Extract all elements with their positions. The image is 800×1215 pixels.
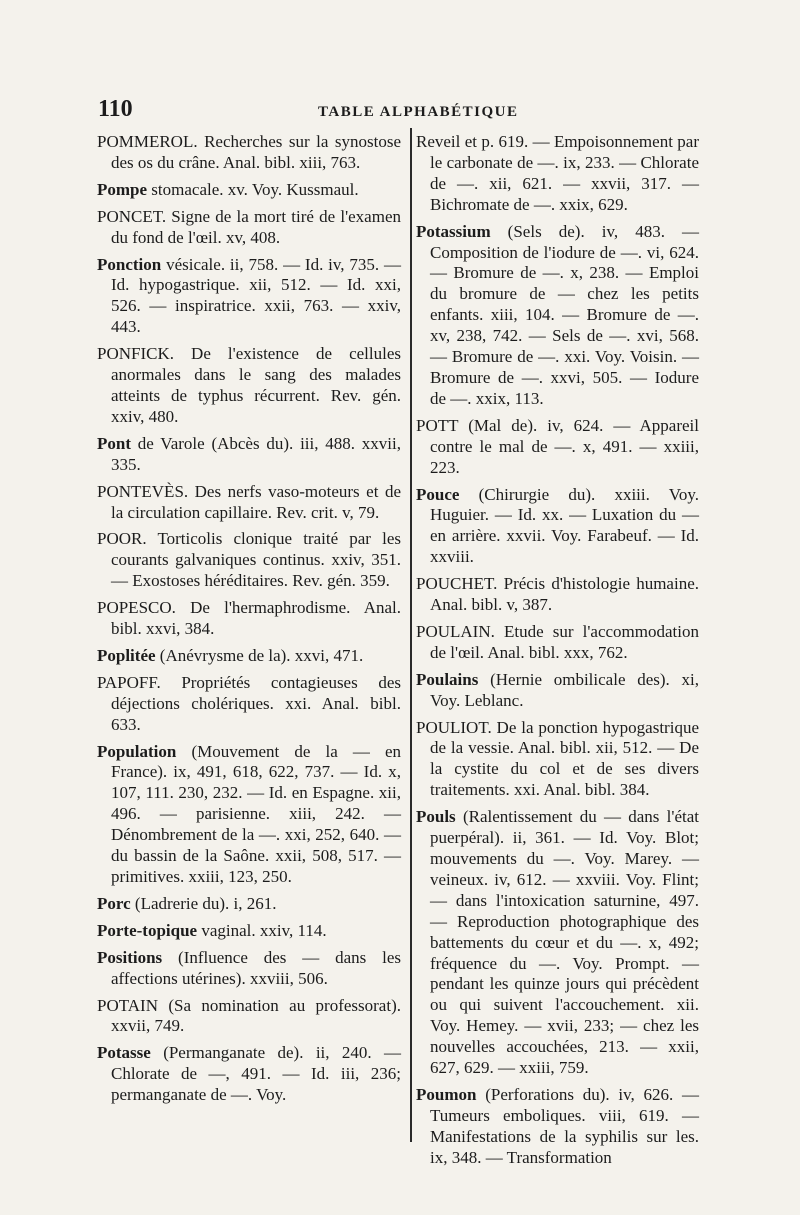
- entry-heading: Poumon: [416, 1084, 477, 1104]
- index-entry: [97, 132, 401, 174]
- entry-text: De la ponction hypogastrique de la vessie. Anal. bibl. xii, 512. — De la cystite du col et de ses divers traitements. xxi. Anal. bibl. 384.: [430, 717, 699, 800]
- entry-text: Torticolis clonique traité par les courants galvaniques continus. xxiv, 351. — Exostoses héréditaires. Rev. gén. 359.: [111, 529, 401, 591]
- entry-text: (Mal de). iv, 624. — Appareil contre le mal de —. x, 491. — xxiii, 223.: [430, 415, 699, 477]
- entry-text: De l'hermaphrodisme. Anal. bibl. xxvi, 384.: [111, 598, 401, 639]
- entry-heading: PONCET.: [97, 206, 167, 226]
- index-entry: [416, 670, 699, 712]
- entry-heading: Potassium: [416, 221, 491, 241]
- entry-text: Reveil et p. 619. — Empoisonnement par le carbonate de —. ix, 233. — Chlorate de —. xii, 621. — xxvii, 317. — Bichromate de —. xxix, 629.: [416, 132, 699, 214]
- entry-heading: Ponction: [97, 254, 162, 274]
- index-entry: [416, 416, 699, 479]
- index-entry: [416, 622, 699, 664]
- right-column: [416, 132, 699, 1175]
- entry-text: (Sa nomination au professorat). xxvii, 749.: [111, 995, 401, 1036]
- index-entry: [97, 996, 401, 1038]
- index-entry: [97, 434, 401, 476]
- entry-heading: Potasse: [97, 1043, 151, 1063]
- index-entry: [416, 1085, 699, 1169]
- entry-text: Etude sur l'accommodation de l'œil. Anal. bibl. xxx, 762.: [430, 621, 699, 662]
- index-entry: [416, 485, 699, 569]
- index-entry: [97, 673, 401, 736]
- index-entry: [416, 574, 699, 616]
- entry-heading: Pouls: [416, 807, 456, 827]
- entry-text: (Mouvement de la — en France). ix, 491, 618, 622, 737. — Id. x, 107, 111. 230, 232. — Id. en Espagne. xii, 496. — parisienne. xiii, 242. — Dénombrement de la —. xxi, 252, 640. — du bassin de la Saône. xxii, 508, 517. — primitives. xxiii, 123, 250.: [111, 741, 401, 886]
- entry-heading: PAPOFF.: [97, 672, 161, 692]
- index-entry: [416, 807, 699, 1079]
- entry-heading: Pont: [97, 433, 131, 453]
- index-entry: [97, 482, 401, 524]
- index-entry: [97, 344, 401, 428]
- entry-text: (Perforations du). iv, 626. — Tumeurs emboliques. viii, 619. — Manifestations de la syphilis sur les. ix, 348. — Transformation: [430, 1084, 699, 1167]
- left-column: [97, 132, 401, 1112]
- entry-heading: POMMEROL.: [97, 132, 198, 151]
- index-entry: [97, 1043, 401, 1106]
- index-entry: [97, 948, 401, 990]
- entry-heading: POULAIN.: [416, 621, 495, 641]
- entry-text: Précis d'histologie humaine. Anal. bibl. v, 387.: [430, 574, 699, 615]
- entry-text: vaginal. xxiv, 114.: [197, 920, 327, 940]
- entry-text: (Ladrerie du). i, 261.: [130, 893, 277, 913]
- index-entry: [97, 921, 401, 942]
- entry-text: (Sels de). iv, 483. — Composition de l'iodure de —. vi, 624. — Bromure de —. x, 238. — Emploi du bromure de — chez les petits enfants. xiii, 104. — Bromure de —. xv, 238, 742. — Sels de —. xvi, 568. — Bromure de —. xxi. Voy. Voisin. — Bromure de —. xxvi, 505. — Iodure de —. xxix, 113.: [430, 221, 699, 408]
- entry-heading: POULIOT.: [416, 717, 492, 737]
- entry-heading: POTT: [416, 415, 459, 435]
- entry-heading: POPESCO.: [97, 598, 176, 618]
- index-entry: [97, 598, 401, 640]
- entry-text: Des nerfs vaso-moteurs et de la circulation capillaire. Rev. crit. v, 79.: [111, 481, 401, 522]
- entry-heading: Poplitée: [97, 645, 156, 665]
- index-entry: [97, 180, 401, 201]
- index-entry: [416, 132, 699, 216]
- entry-text: Propriétés contagieuses des déjections cholériques. xxi. Anal. bibl. 633.: [111, 672, 401, 734]
- entry-heading: POOR.: [97, 529, 147, 549]
- entry-text: (Hernie ombilicale des). xi, Voy. Leblanc.: [430, 669, 699, 710]
- index-entry: [97, 207, 401, 249]
- index-entry: [97, 529, 401, 592]
- index-entry: [97, 894, 401, 915]
- column-divider: [410, 128, 412, 1142]
- page-header: [98, 96, 698, 130]
- entry-text: stomacale. xv. Voy. Kussmaul.: [147, 179, 359, 199]
- entry-heading: PONTEVÈS.: [97, 481, 189, 501]
- running-head: TABLE ALPHABÉTIQUE: [318, 104, 519, 120]
- index-entry: [97, 646, 401, 667]
- entry-heading: Porc: [97, 893, 131, 913]
- entry-heading: POUCHET.: [416, 574, 498, 594]
- entry-heading: Population: [97, 741, 177, 761]
- entry-heading: Porte-topique: [97, 920, 198, 940]
- entry-text: Signe de la mort tiré de l'examen du fond de l'œil. xv, 408.: [111, 206, 401, 247]
- entry-text: vésicale. ii, 758. — Id. iv, 735. — Id. hypogastrique. xii, 512. — Id. xxi, 526. — inspiratrice. xxii, 763. — xxiv, 443.: [111, 254, 401, 337]
- entry-heading: Positions: [97, 947, 163, 967]
- entry-heading: PONFICK.: [97, 344, 174, 364]
- page-number: 110: [98, 96, 133, 122]
- index-entry: [97, 255, 401, 339]
- entry-text: de Varole (Abcès du). iii, 488. xxvii, 335.: [111, 433, 401, 474]
- entry-text: (Ralentissement du — dans l'état puerpéral). ii, 361. — Id. Voy. Blot; mouvements du —. Voy. Marey. — veineux. iv, 612. — xxviii. Voy. Flint; — dans l'intoxication saturnine, 497. — Reproduction photographique des battements du cœur et du —. x, 492; fréquence du —. Voy. Prompt. — pendant les quinze jours qui précèdent ou qui suivent l'accouchement. xii. Voy. Hemey. — xvii, 233; — chez les nouvelles accouchées, 213. — xxii, 627, 629. — xxiii, 759.: [430, 807, 699, 1078]
- entry-heading: Poulains: [416, 669, 479, 689]
- entry-heading: POTAIN: [97, 995, 158, 1015]
- index-entry: [97, 742, 401, 888]
- entry-text: De l'existence de cellules anormales dans le sang des malades atteints de typhus récurrent. Rev. gén. xxiv, 480.: [111, 344, 401, 426]
- entry-text: (Anévrysme de la). xxvi, 471.: [155, 645, 364, 665]
- index-entry: [416, 718, 699, 802]
- entry-text: (Chirurgie du). xxiii. Voy. Huguier. — Id. xx. — Luxation du — en arrière. xxvii. Voy. Farabeuf. — Id. xxviii.: [430, 484, 699, 567]
- entry-text: (Permanganate de). ii, 240. — Chlorate de —, 491. — Id. iii, 236; permanganate de —. Voy.: [111, 1043, 401, 1105]
- entry-heading: Pouce: [416, 484, 460, 504]
- entry-text: Recherches sur la synostose des os du crâne. Anal. bibl. xiii, 763.: [111, 132, 401, 172]
- index-entry: [416, 222, 699, 410]
- entry-heading: Pompe: [97, 179, 148, 199]
- entry-text: (Influence des — dans les affections utérines). xxviii, 506.: [111, 947, 401, 988]
